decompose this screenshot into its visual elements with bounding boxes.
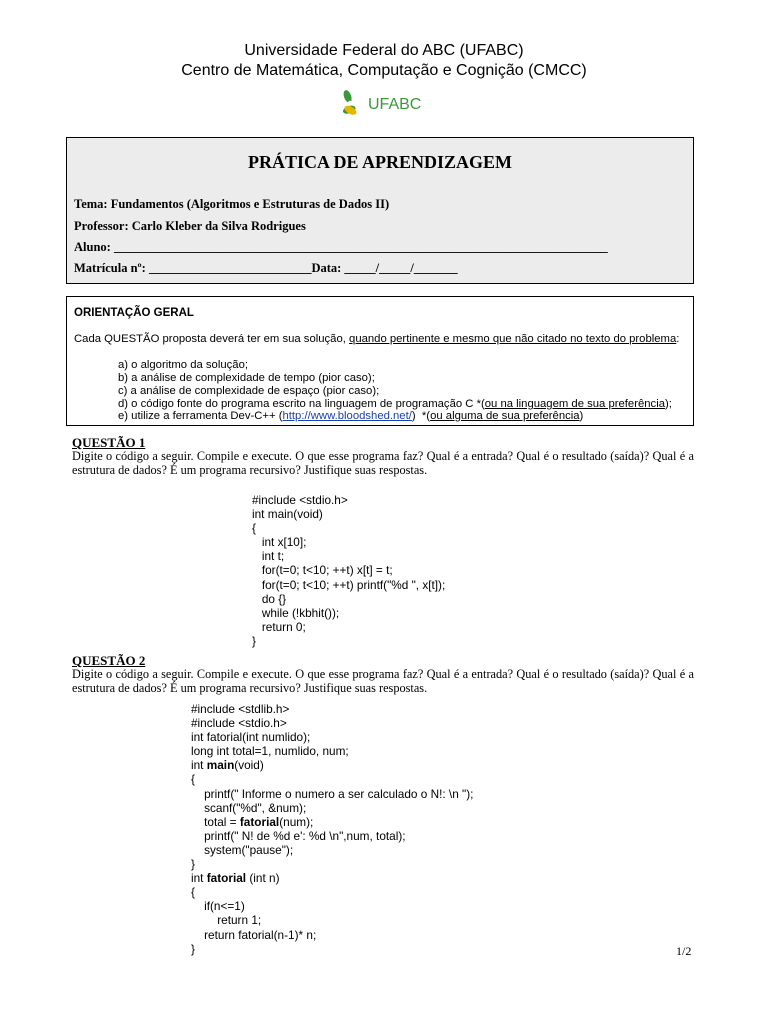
orientacao-item-a: a) o algoritmo da solução;: [118, 359, 248, 371]
aluno-field: Aluno: _______________________________________________________________________________: [74, 240, 608, 254]
q1-code-line: }: [252, 633, 256, 648]
logo-text: UFABC: [368, 96, 422, 113]
q2-code-line: printf(" N! de %d e': %d \n",num, total);: [191, 828, 406, 843]
ufabc-logo: [336, 88, 436, 118]
q2-code-line: #include <stdio.h>: [191, 716, 287, 731]
q2-code-line: printf(" Informe o numero a ser calculado o N!: \n ");: [191, 786, 474, 801]
q2-code-line: total = fatorial(num);: [191, 814, 314, 829]
orientacao-item-b: b) a análise de complexidade de tempo (pior caso);: [118, 372, 375, 384]
bloodshed-link[interactable]: http://www.bloodshed.net/: [282, 410, 412, 422]
q2-code-line: system("pause");: [191, 842, 294, 857]
q2-code-line: long int total=1, numlido, num;: [191, 744, 349, 759]
q2-code-line: {: [191, 772, 195, 787]
center-name: Centro de Matemática, Computação e Cognição (CMCC): [181, 62, 587, 79]
orientacao-paragraph: [74, 333, 694, 346]
orientacao-para-underlined: quando pertinente e mesmo que não citado no texto do problema: [349, 333, 677, 345]
q1-code-line: while (!kbhit());: [252, 605, 340, 620]
q1-code-line: {: [252, 521, 256, 536]
q2-code-line: {: [191, 885, 195, 900]
matricula-field: Matrícula nº: __________________________Data: _____/_____/_______: [74, 261, 458, 275]
q1-code-line: int main(void): [252, 507, 323, 522]
q2-code-line: return fatorial(n-1)* n;: [191, 927, 317, 942]
university-name: Universidade Federal do ABC (UFABC): [244, 42, 524, 59]
item-d-underlined: ou na linguagem de sua preferência: [484, 398, 665, 410]
orientacao-title: ORIENTAÇÃO GERAL: [74, 307, 194, 319]
questao-2-code: [191, 702, 473, 956]
page-number: 1/2: [676, 944, 692, 958]
questao-1-title: QUESTÃO 1: [72, 435, 146, 450]
orientacao-item-d: [118, 398, 672, 410]
q1-code-line: int t;: [252, 549, 285, 564]
item-e-underlined: ou alguma de sua preferência: [430, 410, 580, 422]
ufabc-logo-mark: [336, 88, 436, 118]
q1-code-line: for(t=0; t<10; ++t) printf("%d ", x[t]);: [252, 577, 446, 592]
q2-code-line: return 1;: [191, 913, 262, 928]
q2-code-line: }: [191, 857, 195, 872]
q2-code-line: int main(void): [191, 758, 264, 773]
q2-code-line: #include <stdlib.h>: [191, 702, 290, 716]
q1-code-line: return 0;: [252, 619, 306, 634]
questao-1-text: Digite o código a seguir. Compile e execute. O que esse programa faz? Qual é a entrada? Qual é o resultado (saída)? Qual é a estrutura de dados? É um programa recursivo? Justifique suas respostas.: [72, 449, 694, 477]
questao-2-text: Digite o código a seguir. Compile e execute. O que esse programa faz? Qual é a entrada? Qual é o resultado (saída)? Qual é a estrutura de dados? É um programa recursivo? Justifique suas respostas.: [72, 667, 694, 695]
questao-1-code: [252, 493, 445, 648]
item-e-start: e) utilize a ferramenta Dev-C++ (: [118, 410, 283, 422]
orientacao-para-start: Cada QUESTÃO proposta deverá ter em sua solução,: [74, 333, 350, 345]
q2-code-line: if(n<=1): [191, 899, 245, 914]
q1-code-line: #include <stdio.h>: [252, 493, 348, 507]
q1-code-line: do {}: [252, 591, 287, 606]
tema-line: Tema: Fundamentos (Algoritmos e Estruturas de Dados II): [74, 197, 390, 211]
orientacao-item-c: c) a análise de complexidade de espaço (pior caso);: [118, 385, 380, 397]
orientacao-item-e: [118, 410, 583, 422]
q2-code-line: int fatorial (int n): [191, 871, 280, 886]
q2-code-line: }: [191, 941, 195, 956]
page-title: PRÁTICA DE APRENDIZAGEM: [247, 152, 513, 172]
orientacao-para-end: :: [676, 333, 680, 345]
q1-code-line: int x[10];: [252, 535, 307, 550]
q2-code-line: int fatorial(int numlido);: [191, 730, 311, 745]
item-e-mid: ) *(: [411, 410, 431, 422]
questao-2-title: QUESTÃO 2: [72, 653, 146, 668]
professor-line: Professor: Carlo Kleber da Silva Rodrigues: [74, 219, 306, 233]
item-d-end: );: [664, 398, 672, 410]
q2-code-line: scanf("%d", &num);: [191, 800, 307, 815]
item-d-start: d) o código fonte do programa escrito na linguagem de programação C *(: [118, 398, 485, 410]
q1-code-line: for(t=0; t<10; ++t) x[t] = t;: [252, 563, 393, 578]
item-e-end: ): [579, 410, 584, 422]
